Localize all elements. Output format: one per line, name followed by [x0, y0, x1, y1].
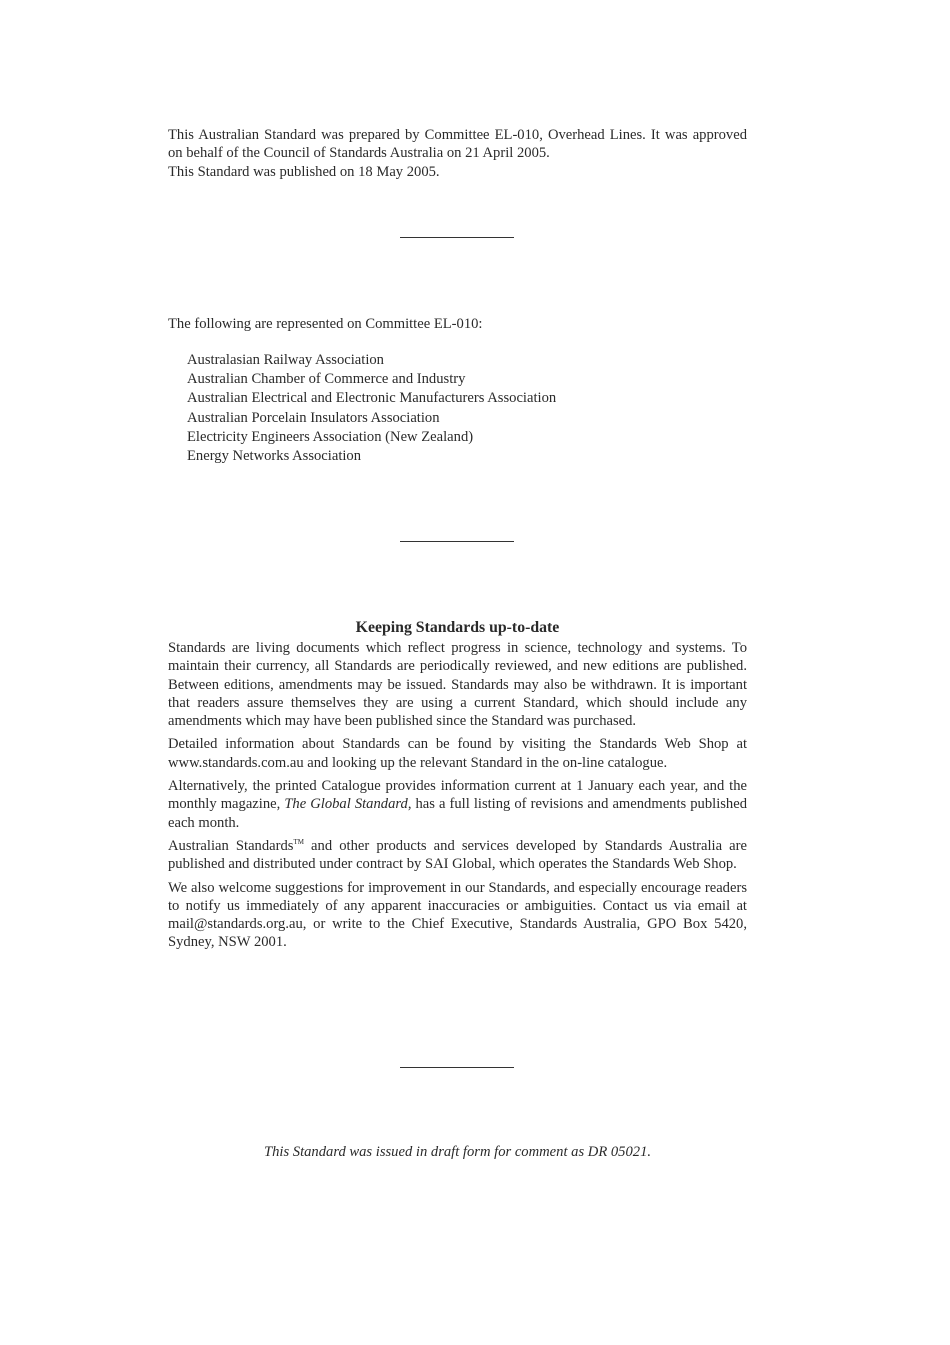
section-heading: Keeping Standards up-to-date: [355, 619, 560, 636]
organisation-item: Australian Electrical and Electronic Manufacturers Association: [187, 390, 557, 407]
trademark-mark: TM: [293, 838, 304, 847]
approval-statement: [168, 126, 747, 181]
catalogue-text-start: Alternatively, the printed Catalogue provides information current at 1 January each year, and the monthly magazine,: [168, 778, 747, 813]
paragraph-distribution: [168, 837, 747, 874]
paragraph-living-documents: Standards are living documents which reflect progress in science, technology and systems. To maintain their currency, all Standards are periodically reviewed, and new editions are published. Between editions, amendments may be issued. Standards may also be withdrawn. It is important that readers assure themselves they are using a current Standard, which should include any amendments which may have been published since the Standard was purchased.: [168, 640, 747, 730]
paragraph-suggestions: We also welcome suggestions for improvement in our Standards, and especially encourage readers to notify us immediately of any apparent inaccuracies or ambiguities. Contact us via email at mail@standards.org.au, or write to the Chief Executive, Standards Australia, GPO Box 5420, Sydney, NSW 2001.: [168, 879, 747, 951]
organisation-item: Australasian Railway Association: [187, 352, 384, 368]
draft-note: This Standard was issued in draft form for comment as DR 05021.: [263, 1144, 652, 1160]
committee-representation-intro: The following are represented on Committee EL-010:: [168, 316, 483, 332]
section-divider: [400, 237, 514, 238]
organisation-list: [187, 351, 556, 466]
publication-date-text: This Standard was published on 18 May 2005.: [168, 163, 440, 180]
keeping-standards-section: [168, 618, 747, 957]
paragraph-catalogue: [168, 777, 747, 832]
organisation-item: Energy Networks Association: [187, 448, 362, 465]
organisation-item: Electricity Engineers Association (New Zealand): [187, 428, 474, 445]
organisation-item: Australian Chamber of Commerce and Industry: [187, 371, 466, 388]
approval-text: This Australian Standard was prepared by Committee EL-010, Overhead Lines. It was approved on behalf of the Council of Standards Australia on 21 April 2005.: [168, 127, 747, 162]
distribution-text-start: Australian Standards: [168, 837, 294, 854]
paragraph-web-shop: Detailed information about Standards can be found by visiting the Standards Web Shop at www.standards.com.au and looking up the relevant Standard in the on-line catalogue.: [168, 736, 747, 771]
section-divider: [400, 1067, 514, 1068]
section-divider: [400, 541, 514, 542]
organisation-item: Australian Porcelain Insulators Association: [187, 409, 440, 426]
distribution-text-end: and other products and services developed by Standards Australia are published and distributed under contract by SAI Global, which operates the Standards Web Shop.: [168, 837, 747, 873]
magazine-title: The Global Standard: [284, 796, 408, 813]
catalogue-text-end: , has a full listing of revisions and amendments published each month.: [168, 796, 747, 831]
